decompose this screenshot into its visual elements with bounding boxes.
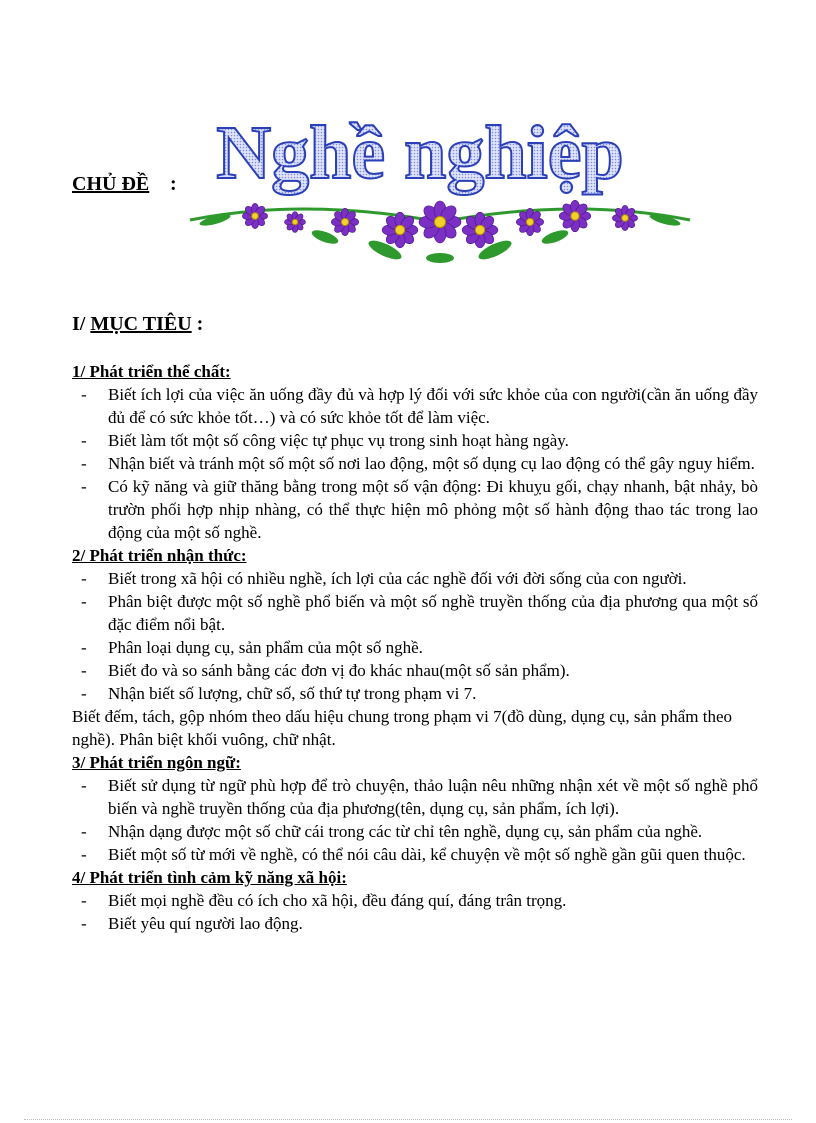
page-bottom-divider <box>24 1119 792 1120</box>
list-item <box>81 475 758 544</box>
topic-label: CHỦ ĐỀ <box>72 173 150 195</box>
list-item <box>81 889 758 912</box>
dash-bullet: - <box>81 822 87 841</box>
flower-icon <box>242 203 267 228</box>
list-item <box>81 567 758 590</box>
section-title: 1/ Phát triển thể chất: <box>72 362 231 381</box>
list-item <box>81 843 758 866</box>
flower-icon <box>331 208 358 235</box>
dash-bullet: - <box>81 385 87 404</box>
section-title: 3/ Phát triển ngôn ngữ: <box>72 753 241 772</box>
list-item-text: Biết đo và so sánh bằng các đơn vị đo khác nhau(một số sản phẩm). <box>108 661 570 680</box>
list-item-text: Biết yêu quí người lao động. <box>108 914 303 933</box>
list-item-text: Biết trong xã hội có nhiều nghề, ích lợi của các nghề đối với đời sống của con người. <box>108 569 687 588</box>
list-item-text: Biết làm tốt một số công việc tự phục vụ trong sinh hoạt hàng ngày. <box>108 431 569 450</box>
flower-icon <box>419 201 461 243</box>
list-item-text: Biết ích lợi của việc ăn uống đầy đủ và hợp lý đối với sức khỏe của con người(cần ăn uống đầy đủ để có sức khỏe tốt…) và có sức khỏe tốt để làm việc. <box>108 385 758 427</box>
flower-icon <box>559 200 591 232</box>
heading-prefix: I/ <box>72 313 86 335</box>
list-item-text: Biết mọi nghề đều có ích cho xã hội, đều đáng quí, đáng trân trọng. <box>108 891 567 910</box>
objective-list <box>72 889 758 935</box>
list-item <box>81 383 758 429</box>
heading-label: MỤC TIÊU <box>90 313 192 335</box>
list-item-text: Biết một số từ mới về nghề, có thể nói câu dài, kể chuyện về một số nghề gần gũi quen thuộc. <box>108 845 746 864</box>
topic-colon: : <box>170 173 177 195</box>
dash-bullet: - <box>81 684 87 703</box>
list-item <box>81 636 758 659</box>
dash-bullet: - <box>81 661 87 680</box>
flower-icon <box>612 205 637 230</box>
section-title: 4/ Phát triển tình cảm kỹ năng xã hội: <box>72 868 347 887</box>
list-item <box>81 912 758 935</box>
dash-bullet: - <box>81 638 87 657</box>
objective-list <box>72 567 758 705</box>
dash-bullet: - <box>81 891 87 910</box>
dash-bullet: - <box>81 569 87 588</box>
heading-suffix: : <box>196 313 204 335</box>
dash-bullet: - <box>81 477 87 496</box>
list-item-text: Nhận dạng được một số chữ cái trong các từ chỉ tên nghề, dụng cụ, sản phẩm của nghề. <box>108 822 703 841</box>
list-item-text: Phân biệt được một số nghề phổ biến và một số nghề truyền thống của địa phương qua một số đặc điểm nổi bật. <box>108 592 758 634</box>
list-item <box>81 659 758 682</box>
list-item-text: Nhận biết và tránh một số một số nơi lao động, một số dụng cụ lao động có thể gây nguy hiểm. <box>108 454 755 473</box>
flower-icon <box>462 212 498 248</box>
list-item <box>81 820 758 843</box>
list-item-text: Nhận biết số lượng, chữ số, số thứ tự trong phạm vi 7. <box>108 684 477 703</box>
section-title: 2/ Phát triển nhận thức: <box>72 546 247 565</box>
dash-bullet: - <box>81 845 87 864</box>
list-item <box>81 774 758 820</box>
dash-bullet: - <box>81 592 87 611</box>
dash-bullet: - <box>81 914 87 933</box>
flower-icon <box>516 208 543 235</box>
list-item <box>81 682 758 705</box>
wordart-title <box>200 104 640 200</box>
flower-garland-decoration <box>185 192 695 267</box>
dash-bullet: - <box>81 454 87 473</box>
section-heading-objectives <box>72 313 203 336</box>
list-item <box>81 429 758 452</box>
objective-list <box>72 774 758 866</box>
objective-list <box>72 383 758 544</box>
objectives-content <box>72 360 758 935</box>
wordart-title-text: Nghề nghiệp <box>216 111 624 195</box>
list-item-text: Phân loại dụng cụ, sản phẩm của một số nghề. <box>108 638 423 657</box>
dash-bullet: - <box>81 776 87 795</box>
list-item-text: Biết sử dụng từ ngữ phù hợp để trò chuyện, thảo luận nêu những nhận xét về một số nghề phổ biến và nghề truyền thống của địa phương(tên, dụng cụ, sản phẩm, ích lợi). <box>108 776 758 818</box>
flower-icon <box>285 212 306 233</box>
list-item <box>81 452 758 475</box>
paragraph-text: Biết đếm, tách, gộp nhóm theo dấu hiệu chung trong phạm vi 7(đồ dùng, dụng cụ, sản phẩm theo nghề). Phân biệt khối vuông, chữ nhật. <box>72 707 733 749</box>
flower-icon <box>382 212 418 248</box>
dash-bullet: - <box>81 431 87 450</box>
list-item <box>81 590 758 636</box>
list-item-text: Có kỹ năng và giữ thăng bằng trong một số vận động: Đi khuỵu gối, chạy nhanh, bật nhảy, bò trườn phối hợp nhịp nhàng, có thể thực hiện mô phỏng một số hành động thao tác trong lao động của một số nghề. <box>108 477 758 542</box>
